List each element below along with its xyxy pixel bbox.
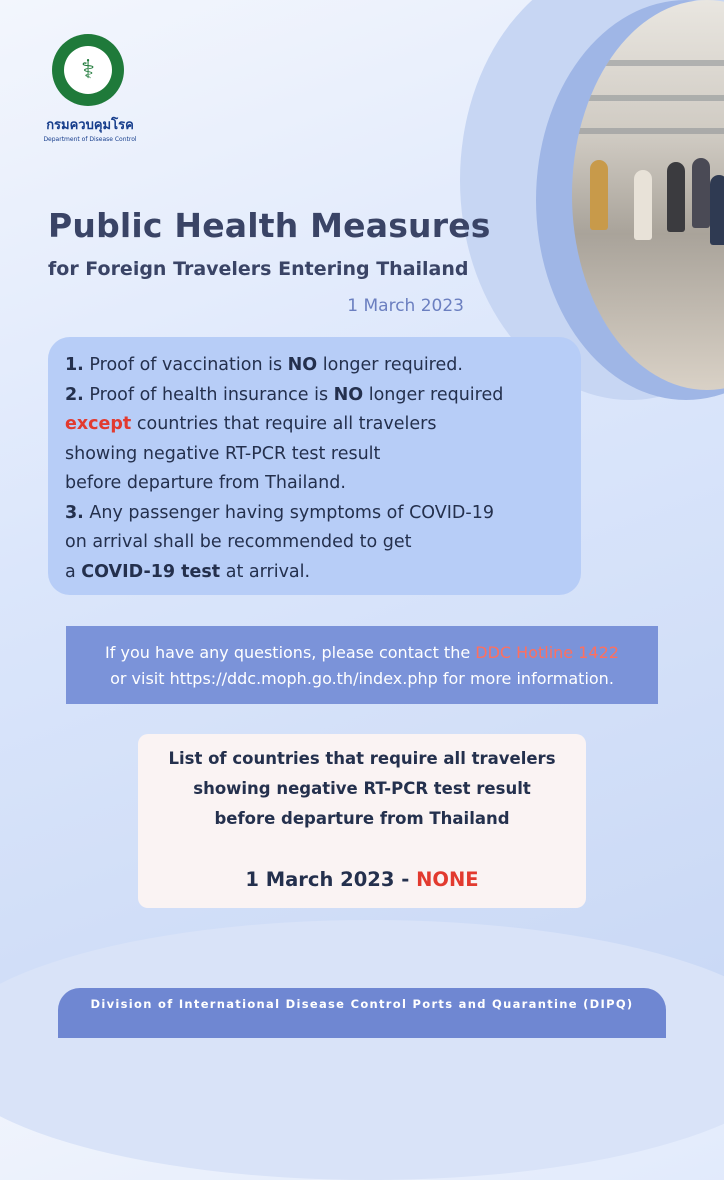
bottom-wave <box>0 920 724 1180</box>
measure-item-2-line-4: before departure from Thailand. <box>65 473 346 493</box>
countries-result: 1 March 2023 - NONE <box>245 868 479 891</box>
measure-item-2: 2. Proof of health insurance is NO longer required <box>65 384 504 405</box>
measures-panel <box>48 337 581 595</box>
except-highlight: except <box>65 414 132 434</box>
none-value: NONE <box>416 868 479 891</box>
measure-item-3: 3. Any passenger having symptoms of COVID-19 <box>65 502 494 523</box>
measure-item-2-line-2: except countries that require all travelers <box>65 414 437 434</box>
countries-heading-2: showing negative RT-PCR test result <box>193 779 531 798</box>
measure-item-3-line-3: a COVID-19 test at arrival. <box>65 561 311 582</box>
measure-item-2-line-3: showing negative RT-PCR test result <box>65 443 381 464</box>
footer-division: Division of International Disease Control Ports and Quarantine (DIPQ) <box>58 988 666 1038</box>
countries-heading-1: List of countries that require all travelers <box>168 749 556 768</box>
page-title: Public Health Measures <box>48 206 491 245</box>
contact-banner <box>66 626 658 704</box>
measure-item-3-line-2: on arrival shall be recommended to get <box>65 532 412 552</box>
measure-item-1: 1. Proof of vaccination is NO longer required. <box>65 355 463 375</box>
effective-date: 1 March 2023 <box>347 296 464 316</box>
countries-list-box <box>138 734 586 908</box>
contact-line-1: If you have any questions, please contact the DDC Hotline 1422 <box>105 643 619 662</box>
ministry-logo <box>52 34 124 106</box>
contact-line-2[interactable]: or visit https://ddc.moph.go.th/index.php for more information. <box>110 669 614 688</box>
hotline-link[interactable]: DDC Hotline 1422 <box>475 643 619 662</box>
page-subtitle: for Foreign Travelers Entering Thailand <box>48 258 469 280</box>
countries-heading-3: before departure from Thailand <box>214 809 510 828</box>
caduceus-icon: ⚕ <box>64 46 112 94</box>
org-name-thai: กรมควบคุมโรค <box>46 118 134 133</box>
org-name-english: Department of Disease Control <box>43 136 137 143</box>
